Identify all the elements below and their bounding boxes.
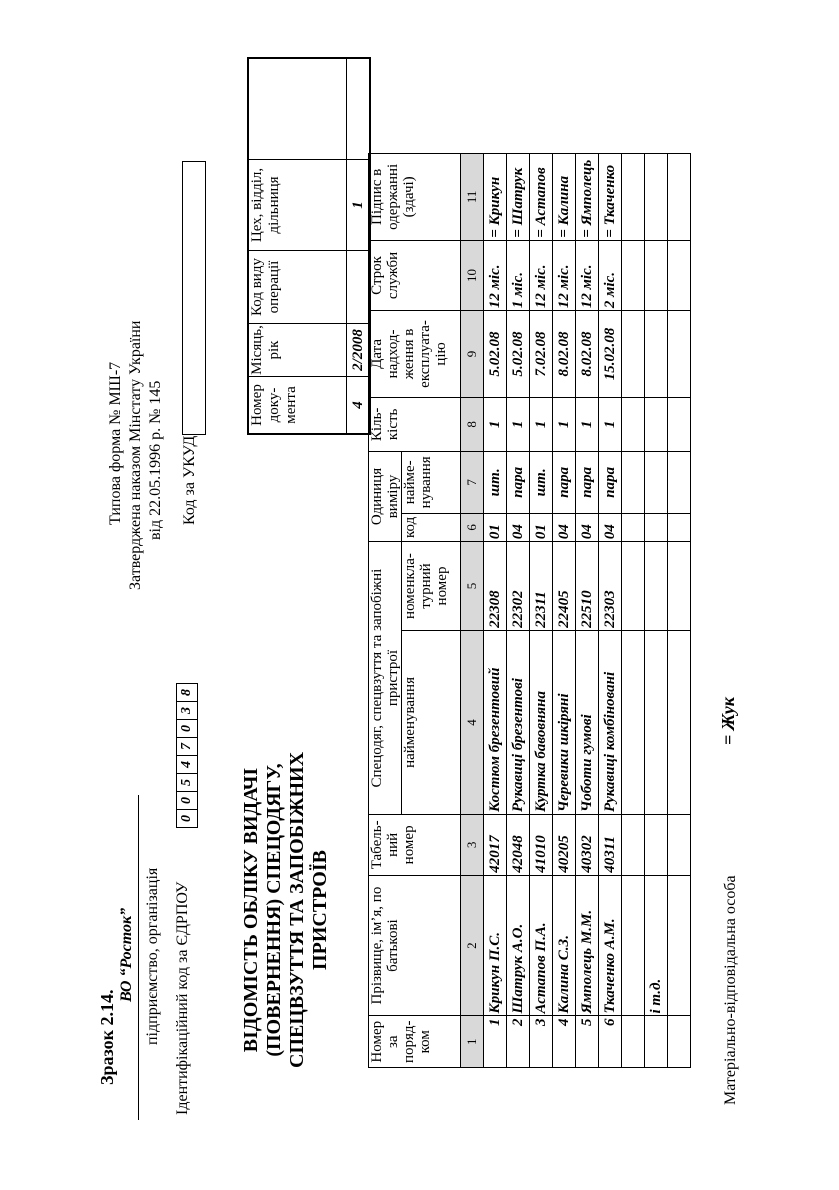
column-number: 4 [461,630,484,814]
cell-unit-name: шт. [484,451,507,513]
cell-nomenclature-number: 22303 [599,542,622,631]
edrpou-code-boxes [176,683,198,828]
cell-unit-code: 01 [484,513,507,541]
cell-nomenclature-number: 22405 [553,542,576,631]
table-row [599,154,622,1068]
cell-unit-code: 01 [530,513,553,541]
cell-item-name: Рукавиці брезентові [507,630,530,814]
edrpou-digit: 0 [177,719,197,737]
edrpou-digit: 3 [177,701,197,719]
cell-unit-code: 04 [553,513,576,541]
cell-item-name: Черевики шкіряні [553,630,576,814]
doc-value-number: 4 [347,377,371,435]
cell-row-number: 5 [576,1016,599,1068]
cell-unit-name: шт. [530,451,553,513]
header-unit-code: код [402,513,461,541]
cell-start-date: 5.02.08 [484,311,507,398]
cell-service-term: 12 міс. [484,240,507,310]
edrpou-digit: 0 [177,791,197,809]
cell-unit-code: 04 [507,513,530,541]
cell-quantity: 1 [599,397,622,451]
cell-quantity: 1 [507,397,530,451]
column-number: 1 [461,1016,484,1068]
column-number: 2 [461,875,484,1016]
cell-service-term: 12 міс. [576,240,599,310]
column-number: 3 [461,815,484,876]
edrpou-digit: 4 [177,755,197,773]
column-number: 10 [461,240,484,310]
cell-etc: і т.д. [645,875,668,1016]
header-unit-group: Одиниця виміру [369,451,402,541]
cell-tab-number: 40205 [553,815,576,876]
cell-full-name: Ямполець М.М. [576,875,599,1016]
header-unit-name: найме-нування [402,451,461,513]
table-row-empty [622,154,645,1068]
column-number: 6 [461,513,484,541]
cell-start-date: 8.02.08 [576,311,599,398]
header-signature: Підпис в одержанні (здачі) [369,154,461,241]
cell-tab-number: 42048 [507,815,530,876]
cell-nomenclature-number: 22302 [507,542,530,631]
table-row-etc [645,154,668,1068]
cell-full-name: Крикун П.С. [484,875,507,1016]
cell-signature: = Ямполець [576,154,599,241]
ukud-label: Код за УКУД [181,435,198,525]
organization-underline [138,795,139,1120]
edrpou-digit: 8 [179,689,194,696]
responsible-person-signature: = Жук [718,697,738,745]
cell-signature: = Калина [553,154,576,241]
table-row [553,154,576,1068]
organization-name: ВО “Росток” [118,907,135,1002]
header-start-date: Дата надход-ження в експлуата-цію [369,311,461,398]
header-service-term: Строк служби [369,240,461,310]
organization-caption: підприємство, організація [144,867,161,1045]
cell-full-name: Шатрук А.О. [507,875,530,1016]
issue-record-table [368,153,691,1068]
column-number: 5 [461,542,484,631]
cell-service-term: 1 міс. [507,240,530,310]
responsible-person-label: Матеріально-відповідальна особа [722,875,739,1105]
table-row [576,154,599,1068]
cell-signature: = Шатрук [507,154,530,241]
doc-value-empty [347,58,371,160]
document-title: ВІДОМІСТЬ ОБЛІКУ ВИДАЧІ (ПОВЕРНЕННЯ) СПЕЦОДЯГУ, СПЕЦВЗУТТЯ ТА ЗАПОБІЖНИХ ПРИСТРОЇВ [240,751,331,1069]
cell-unit-name: пара [599,451,622,513]
column-number: 8 [461,397,484,451]
cell-start-date: 5.02.08 [507,311,530,398]
table-row-empty [668,154,691,1068]
cell-row-number: 3 [530,1016,553,1068]
header-quantity: Кіль-кість [369,397,461,451]
form-approval-date: від 22.05.1996 р. № 145 [147,380,164,540]
table-row [507,154,530,1068]
header-nomenclature-number: номенкла-турний номер [402,542,461,631]
cell-row-number: 6 [599,1016,622,1068]
cell-start-date: 8.02.08 [553,311,576,398]
header-full-name: Прізвище, ім’я, по батькові [369,875,461,1016]
doc-header-department: Цех, відділ, дільниця [248,160,347,251]
cell-service-term: 12 міс. [553,240,576,310]
column-number: 9 [461,311,484,398]
doc-header-operation-code: Код виду операції [248,251,347,324]
column-number: 7 [461,451,484,513]
cell-item-name: Рукавиці комбіновані [599,630,622,814]
doc-value-department: 1 [347,160,371,251]
column-number: 11 [461,154,484,241]
form-approval: Затверджена наказом Мінстату України [127,320,144,590]
cell-start-date: 7.02.08 [530,311,553,398]
edrpou-digit: 5 [177,773,197,791]
table-row [530,154,553,1068]
cell-nomenclature-number: 22510 [576,542,599,631]
doc-header-empty [248,58,347,160]
header-item-name: найменування [402,630,461,814]
cell-service-term: 12 міс. [530,240,553,310]
cell-unit-name: пара [576,451,599,513]
header-tab-number: Табель-ний номер [369,815,461,876]
doc-header-number: Номер доку-мента [248,377,347,435]
cell-full-name: Ткаченко А.М. [599,875,622,1016]
cell-tab-number: 40311 [599,815,622,876]
cell-tab-number: 42017 [484,815,507,876]
cell-unit-name: пара [507,451,530,513]
cell-quantity: 1 [576,397,599,451]
cell-tab-number: 41010 [530,815,553,876]
cell-signature: = Крикун [484,154,507,241]
doc-value-month-year: 2/2008 [347,324,371,377]
cell-unit-code: 04 [599,513,622,541]
sample-title: Зразок 2.14. [97,989,117,1085]
cell-nomenclature-number: 22308 [484,542,507,631]
doc-value-operation-code [347,251,371,324]
cell-unit-code: 04 [576,513,599,541]
cell-item-name: Костюм брезентовий [484,630,507,814]
cell-full-name: Калина С.З. [553,875,576,1016]
cell-row-number: 1 [484,1016,507,1068]
cell-signature: = Астапов [530,154,553,241]
cell-item-name: Куртка бавовняна [530,630,553,814]
edrpou-label: Ідентифікаційний код за ЄДРПОУ [174,881,191,1115]
header-equipment-group: Спецодяг, спецвзуття та запобіжні пристрої [369,542,402,815]
cell-item-name: Чоботи гумові [576,630,599,814]
cell-service-term: 2 міс. [599,240,622,310]
cell-tab-number: 40302 [576,815,599,876]
cell-row-number: 2 [507,1016,530,1068]
ukud-code-box [182,161,206,435]
cell-quantity: 1 [530,397,553,451]
edrpou-digit: 7 [177,737,197,755]
cell-quantity: 1 [484,397,507,451]
document-info-table [247,57,371,435]
cell-nomenclature-number: 22311 [530,542,553,631]
cell-row-number: 4 [553,1016,576,1068]
edrpou-digit: 0 [177,809,197,827]
doc-header-month-year: Місяць, рік [248,324,347,377]
cell-start-date: 15.02.08 [599,311,622,398]
cell-quantity: 1 [553,397,576,451]
header-row-number: Номер за поряд-ком [369,1016,461,1068]
table-row [484,154,507,1068]
cell-signature: = Ткаченко [599,154,622,241]
form-number: Типова форма № МШ-7 [107,361,124,525]
cell-unit-name: пара [553,451,576,513]
cell-full-name: Астапов П.А. [530,875,553,1016]
